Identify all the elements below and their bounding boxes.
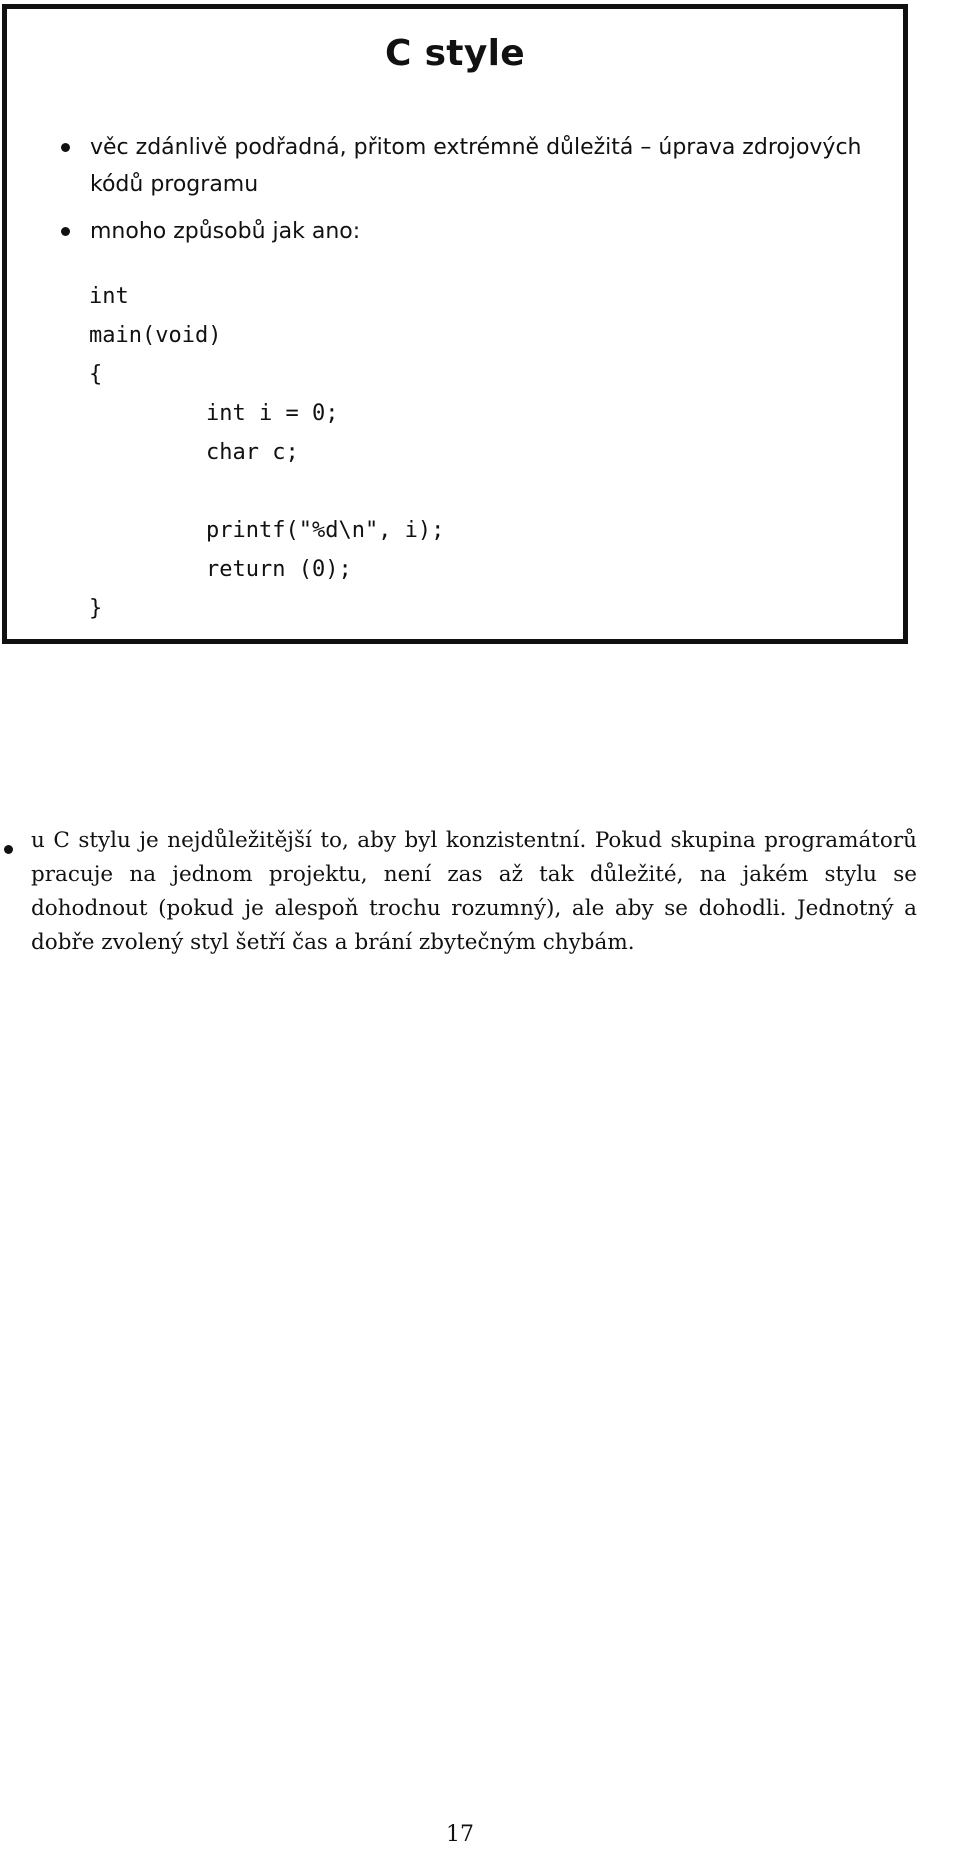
slide-bullet-2-text: mnoho způsobů jak ano: bbox=[90, 219, 361, 244]
page-number: 17 bbox=[446, 1822, 474, 1847]
code-line: } bbox=[89, 596, 103, 621]
code-block bbox=[89, 277, 444, 628]
code-blank-line bbox=[89, 472, 444, 511]
slide-frame bbox=[2, 4, 908, 644]
note-paragraph: u C stylu je nejdůležitější to, aby byl konzistentní. Pokud skupina programátorů pracuje na jednom projektu, není zas až tak důležité, na jakém stylu se dohodnout (pokud je alespoň trochu rozumný), ale aby se dohodli. Jednotný a dobře zvolený styl šetří čas a brání zbytečným chybám. bbox=[31, 828, 917, 955]
bullet-dot-icon bbox=[61, 227, 70, 236]
slide-title: C style bbox=[385, 33, 525, 74]
code-line: char c; bbox=[206, 440, 299, 465]
code-line: int bbox=[89, 284, 129, 309]
bullet-dot-icon bbox=[61, 143, 70, 152]
slide-bullet-1-text: věc zdánlivě podřadná, přitom extrémně důležitá – úprava zdrojových kódů programu bbox=[90, 135, 862, 197]
slide-bullet-1 bbox=[67, 129, 887, 203]
note-bullet-dot-icon bbox=[4, 845, 13, 854]
code-line: printf("%d\n", i); bbox=[206, 518, 445, 543]
code-line: return (0); bbox=[206, 557, 352, 582]
slide-bullet-list bbox=[67, 129, 887, 260]
slide-bullet-2 bbox=[67, 213, 887, 250]
code-line: int i = 0; bbox=[206, 401, 339, 426]
code-line: main(void) bbox=[89, 323, 222, 348]
code-line: { bbox=[89, 362, 103, 387]
